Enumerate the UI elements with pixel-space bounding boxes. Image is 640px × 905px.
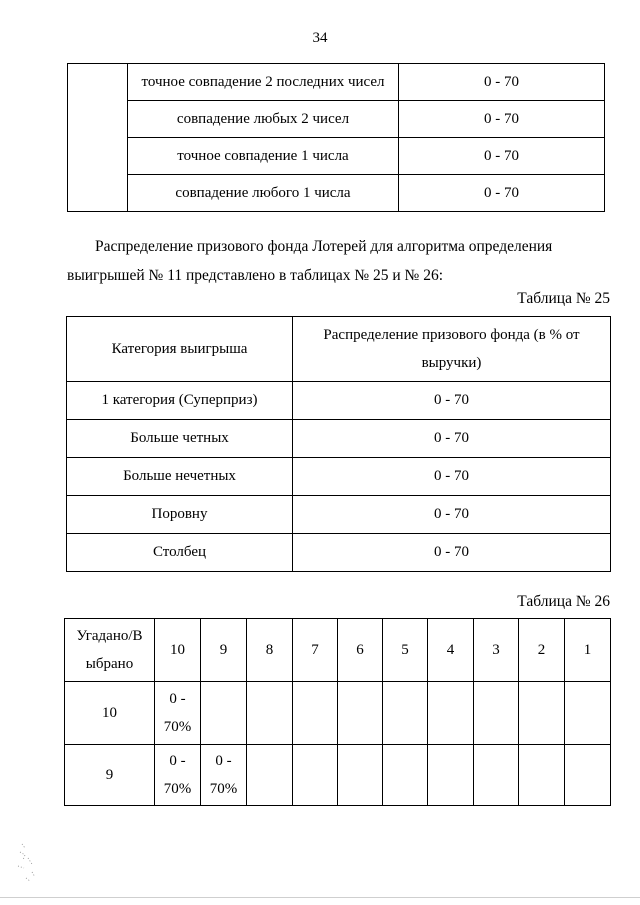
table-cell: 0 - 70% — [155, 745, 201, 806]
column-header: 9 — [201, 619, 247, 682]
fund-share: 0 - 70 — [293, 420, 611, 458]
table-cell — [293, 682, 338, 745]
fund-share: 0 - 70 — [293, 534, 611, 572]
prize-category: Столбец — [67, 534, 293, 572]
column-header-category: Категория выигрыша — [67, 317, 293, 382]
table-cell — [201, 682, 247, 745]
table-row — [67, 382, 611, 420]
table-row — [68, 101, 605, 138]
table-25 — [66, 316, 611, 572]
column-header: 1 — [565, 619, 611, 682]
table26-caption: Таблица № 26 — [517, 593, 610, 610]
column-header: 8 — [247, 619, 293, 682]
prize-category: Поровну — [67, 496, 293, 534]
row-header: 9 — [65, 745, 155, 806]
table-row — [67, 534, 611, 572]
merged-empty-cell — [68, 64, 128, 212]
table-cell: 0 - 70% — [155, 682, 201, 745]
column-header: 7 — [293, 619, 338, 682]
match-category: точное совпадение 1 числа — [128, 138, 399, 175]
column-header: 3 — [474, 619, 519, 682]
table-cell — [519, 682, 565, 745]
match-category: совпадение любого 1 числа — [128, 175, 399, 212]
table-row — [68, 138, 605, 175]
table-row — [68, 64, 605, 101]
table-cell — [293, 745, 338, 806]
scan-mark — [12, 838, 52, 888]
prize-category: 1 категория (Суперприз) — [67, 382, 293, 420]
table-cell — [565, 682, 611, 745]
table-cell — [338, 745, 383, 806]
prize-category: Больше четных — [67, 420, 293, 458]
table-cell — [519, 745, 565, 806]
column-header: 10 — [155, 619, 201, 682]
fund-share: 0 - 70 — [293, 458, 611, 496]
table-cell — [247, 682, 293, 745]
fund-share: 0 - 70 — [399, 64, 605, 101]
table25-caption: Таблица № 25 — [517, 290, 610, 307]
table-cell — [383, 682, 428, 745]
table-row — [67, 458, 611, 496]
table-cell — [428, 682, 474, 745]
table-cell — [474, 682, 519, 745]
table-row — [68, 175, 605, 212]
prize-category: Больше нечетных — [67, 458, 293, 496]
continued-table — [67, 63, 605, 212]
page-number: 34 — [312, 30, 328, 46]
fund-share: 0 - 70 — [293, 496, 611, 534]
column-header: 6 — [338, 619, 383, 682]
table-cell — [474, 745, 519, 806]
table-cell — [383, 745, 428, 806]
corner-header: Угадано/Выбрано — [65, 619, 155, 682]
column-header: 2 — [519, 619, 565, 682]
fund-share: 0 - 70 — [399, 101, 605, 138]
page-bottom-edge — [0, 897, 640, 898]
column-header: 4 — [428, 619, 474, 682]
fund-share: 0 - 70 — [399, 138, 605, 175]
table-cell — [428, 745, 474, 806]
match-category: совпадение любых 2 чисел — [128, 101, 399, 138]
match-category: точное совпадение 2 последних чисел — [128, 64, 399, 101]
table-cell — [338, 682, 383, 745]
table-26 — [64, 618, 611, 806]
row-header: 10 — [65, 682, 155, 745]
table-header-row — [67, 317, 611, 382]
intro-paragraph: Распределение призового фонда Лотерей для алгоритма определения выигрышей № 11 представлено в таблицах № 25 и № 26: — [67, 238, 553, 284]
table-cell — [247, 745, 293, 806]
fund-share: 0 - 70 — [293, 382, 611, 420]
table-row — [65, 682, 611, 745]
table-row — [67, 420, 611, 458]
table-header-row — [65, 619, 611, 682]
table-cell: 0 - 70% — [201, 745, 247, 806]
column-header: 5 — [383, 619, 428, 682]
table-row — [67, 496, 611, 534]
column-header-distribution: Распределение призового фонда (в % от выручки) — [293, 317, 611, 382]
table-cell — [565, 745, 611, 806]
fund-share: 0 - 70 — [399, 175, 605, 212]
table-row — [65, 745, 611, 806]
